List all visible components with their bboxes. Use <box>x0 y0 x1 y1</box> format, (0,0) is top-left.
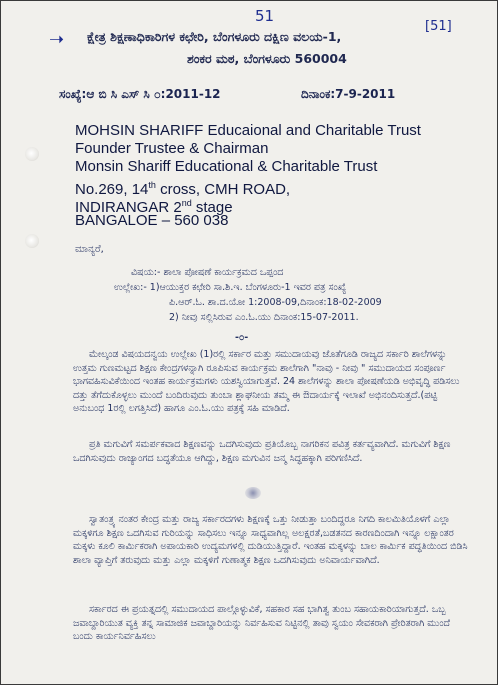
office-address: ಶಂಕರ ಮಠ, ಬೆಂಗಳೂರು 560004 <box>187 51 347 66</box>
office-heading: ಕ್ಷೇತ್ರ ಶಿಕ್ಷಣಾಧಿಕಾರಿಗಳ ಕಛೇರಿ, ಬೆಂಗಳೂರು ದಕ್ಷಿಣ ವಲಯ-1, <box>87 29 342 44</box>
recipient-line-1: MOHSIN SHARIFF Educaional and Charitable Trust <box>75 122 421 139</box>
recipient-line-4: No.269, 14th cross, CMH ROAD, <box>75 180 291 198</box>
ink-smudge <box>245 487 261 499</box>
reference-line-1b: ಪಿ.ಆರ್.ಓ. ಶಾ.ದ.ಯೋ 1:2008-09,ದಿನಾಂಕ:18-02-2009 <box>169 297 382 308</box>
recipient-line-5: INDIRANGAR 2nd stage <box>75 198 233 216</box>
arrow-annotation-icon: ➝ <box>49 29 65 50</box>
recipient-line-3: Monsin Shariff Educational & Charitable Trust <box>75 158 378 175</box>
separator: -೦- <box>235 332 249 343</box>
subject-line: ವಿಷಯ:- ಶಾಲಾ ಪೋಷಣೆ ಕಾರ್ಯಕ್ರಮದ ಒಪ್ಪಂದ <box>131 267 284 278</box>
handwritten-reference: [51] <box>425 19 452 34</box>
reference-line-1: ಉಲ್ಲೇಖ:- 1)ಆಯುಕ್ತರ ಕಛೇರಿ ಸಾ.ಶಿ.ಇ. ಬೆಂಗಳೂರು-1 ಇವರ ಪತ್ರ ಸಂಖ್ಯೆ <box>114 282 347 293</box>
reference-line-2: 2) ನೀವು ಸಲ್ಲಿಸಿರುವ ಎಂ.ಓ.ಯು ದಿನಾಂಕ:15-07-2011. <box>169 312 359 323</box>
punch-hole-top <box>25 147 39 161</box>
paragraph-4: ಸರ್ಕಾರದ ಈ ಪ್ರಯತ್ನದಲ್ಲಿ ಸಮುದಾಯದ ಪಾಲ್ಗೊಳ್ಳುವಿಕೆ, ಸಹಕಾರ ಸಹ ಭಾಗಿತ್ವ ತುಂಬ ಸಹಾಯಕಾರಿಯಾಗುತ್ತದೆ. ಒಬ್ಬ ಜವಾಬ್ದಾರಿಯುತ ವ್ಯಕ್ತಿ ತನ್ನ ಸಾಮಾಜಿಕ ಜವಾಬ್ದಾರಿಯನ್ನು ನಿರ್ವಹಿಸುವ ನಿಟ್ಟಿನಲ್ಲಿ ತಾವು ಸ್ವಯಂ ಸೇವಕರಾಗಿ ಪ್ರೇರಿತರಾಗಿ ಮುಂದೆ ಬಂದು ಕಾರ್ಯನಿರ್ವಹಿಸಲು <box>73 604 451 642</box>
paragraph-1: ಮೇಲ್ಕಂಡ ವಿಷಯದನ್ವಯ ಉಲ್ಲೇಖ (1)ರಲ್ಲಿ ಸರ್ಕಾರ ಮತ್ತು ಸಮುದಾಯವು ಜೊತೆಗೂಡಿ ರಾಜ್ಯದ ಸರ್ಕಾರಿ ಶಾಲೆಗಳನ್ನು ಉತ್ತಮ ಗುಣಮಟ್ಟದ ಶಿಕ್ಷಣ ಕೇಂದ್ರಗಳನ್ನಾಗಿ ರೂಪಿಸುವ ಕಾರ್ಯಕ್ರಮ ಶಾಲೆಗಾಗಿ "ನಾವು - ನೀವು " ಸಮುದಾಯದ ಸಂಪೂರ್ಣ ಭಾಗವಹಿಸುವಿಕೆಯಿಂದ ಇಂತಹ ಕಾರ್ಯಕ್ರಮಗಳು ಯಶಸ್ವಿಯಾಗುತ್ತವೆ. 24 ಶಾಲೆಗಳನ್ನು ಶಾಲಾ ಪೋಷಣೆಯಡಿ ಅಭಿವೃದ್ಧಿ ಪಡಿಸಲು ದತ್ತು ತೆಗೆದುಕೊಳ್ಳಲು ಮುಂದೆ ಬಂದಿರುವುದು ತುಂಬಾ ಶ್ಲಾಘನೀಯ ತಮ್ಮ ಈ ಔದಾರ್ಯಕ್ಕೆ ಇಲಾಖೆ ಅಭಿನಂದಿಸುತ್ತದೆ.(ಪಟ್ಟಿ ಅನುಬಂಧ 1ರಲ್ಲಿ ಲಗತ್ತಿಸಿದೆ) ಹಾಗೂ ಎಂ.ಓ.ಯು ಪತ್ರಕ್ಕೆ ಸಹಿ ಮಾಡಿದೆ. <box>73 349 460 414</box>
punch-hole-bottom <box>25 234 39 248</box>
paragraph-3: ಸ್ವಾತಂತ್ರ್ಯ ನಂತರ ಕೇಂದ್ರ ಮತ್ತು ರಾಜ್ಯ ಸರ್ಕಾರದಗಳು ಶಿಕ್ಷಣಕ್ಕೆ ಒತ್ತು ನೀಡುತ್ತಾ ಬಂದಿದ್ದರೂ ನಿಗದಿ ಕಾಲಮಿತಿಯೊಳಗೆ ಎಲ್ಲಾ ಮಕ್ಕಳಿಗೂ ಶಿಕ್ಷಣ ಒದಗಿಸುವ ಗುರಿಯನ್ನು ಸಾಧಿಸಲು ಇನ್ನೂ ಸಾಧ್ಯವಾಗಿಲ್ಲ ಅಲಕ್ಷರತೆ,ಬಡತನದ ಕಾರಣದಿಂದಾಗಿ ಇನ್ನೂ ಲಕ್ಷಾಂತರ ಮಕ್ಕಳು ಕೂಲಿ ಕಾರ್ಮಿಕರಾಗಿ ಅಪಾಯಕಾರಿ ಉದ್ಯಮಗಳಲ್ಲಿ ದುಡಿಯುತ್ತಿದ್ದಾರೆ. ಇಂತಹ ಮಕ್ಕಳನ್ನು ಬಾಲ ಕಾರ್ಮಿಕ ಪದ್ಧತಿಯಿಂದ ಬಿಡಿಸಿ ಶಾಲಾ ವ್ಯಾಪ್ತಿಗೆ ತರುವುದು ಮತ್ತು ಎಲ್ಲಾ ಮಕ್ಕಳಿಗೆ ಗುಣಾತ್ಮಕ ಶಿಕ್ಷಣ ಒದಗಿಸುವುದು ಅನಿವಾರ್ಯವಾಗಿದೆ. <box>73 514 468 566</box>
reference-number: ಸಂಖ್ಯೆ:ಆ ಬಿ ಸಿ ಎಸ್ ಸಿ ೦:2011-12 <box>59 87 221 101</box>
salutation: ಮಾನ್ಯರೆ, <box>75 244 104 255</box>
handwritten-page-mark: 51 <box>255 7 275 25</box>
paragraph-2: ಪ್ರತಿ ಮಗುವಿಗೆ ಸಮರ್ಪಕವಾದ ಶಿಕ್ಷಣವನ್ನು ಒದಗಿಸುವುದು ಪ್ರತಿಯೊಬ್ಬ ನಾಗರಿಕನ ಪವಿತ್ರ ಕರ್ತವ್ಯವಾಗಿದೆ. ಮಗುವಿಗೆ ಶಿಕ್ಷಣ ಒದಗಿಸುವುದು ರಾಜ್ಯಾಂಗದ ಬದ್ಧತೆಯೂ ಆಗಿದ್ದು, ಶಿಕ್ಷಣ ಮಗುವಿನ ಜನ್ಮ ಸಿದ್ಧಹಕ್ಕಾಗಿ ಪರಿಗಣಿಸಿದೆ. <box>73 439 451 464</box>
recipient-line-6: BANGALOE – 560 038 <box>75 212 229 229</box>
recipient-line-2: Founder Trustee & Chairman <box>75 140 269 157</box>
reference-date: ದಿನಾಂಕ:7-9-2011 <box>301 87 396 101</box>
